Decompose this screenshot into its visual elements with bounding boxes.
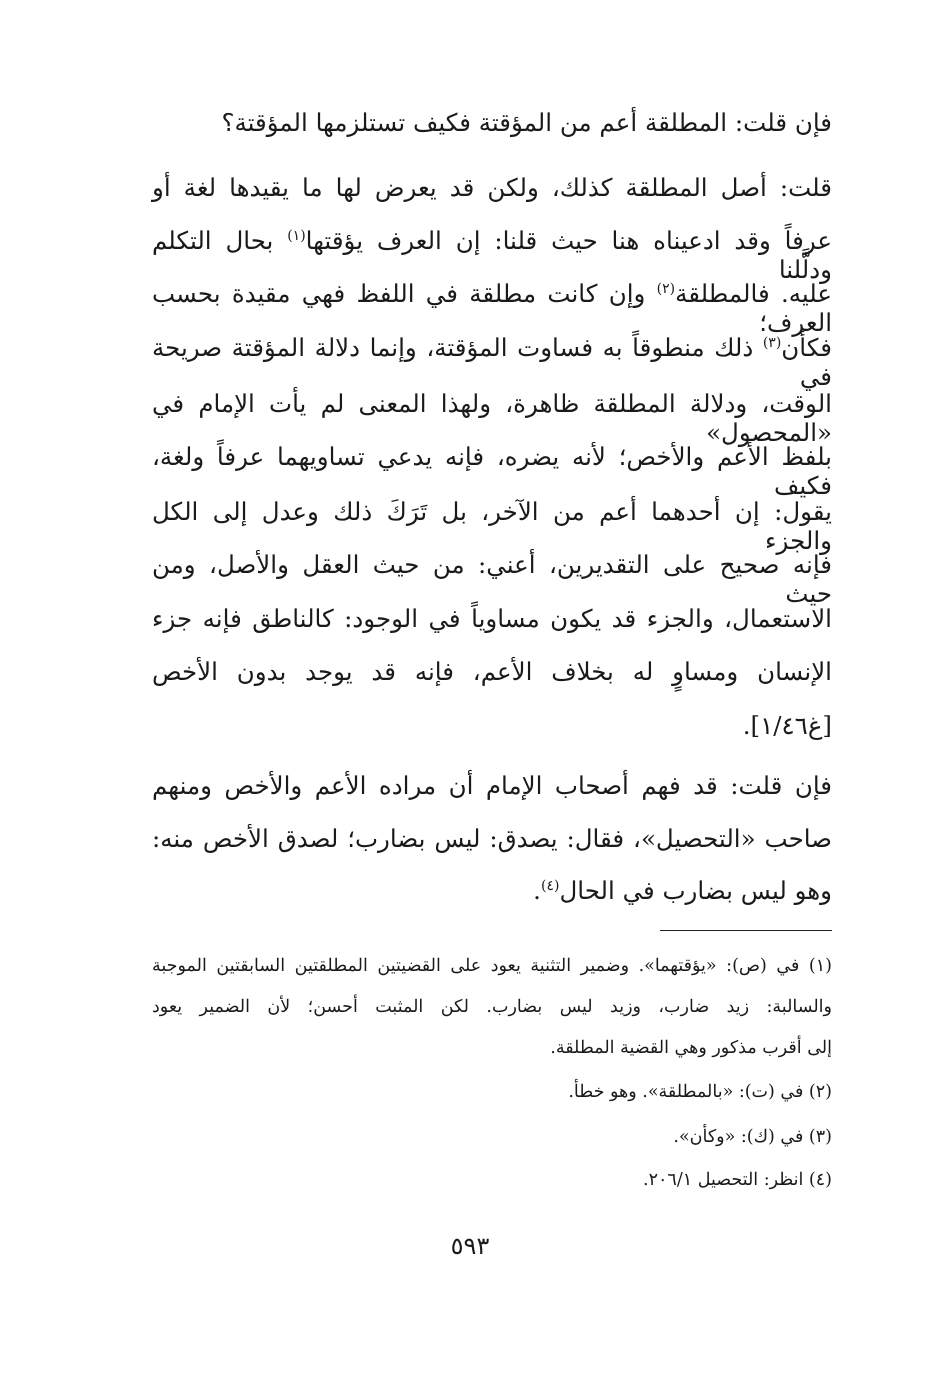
- body-line: صاحب «التحصيل»، فقال: يصدق: ليس بضارب؛ لصدق الأخص منه:: [152, 824, 832, 853]
- footnote-1-line: (١) في (ص): «يؤقتهما». وضمير التثنية يعود على القضيتين المطلقتين السابقتين الموجبة: [152, 956, 832, 976]
- footnote-separator: [660, 930, 832, 931]
- body-text: فكأن: [781, 333, 832, 362]
- body-line: [152, 333, 832, 391]
- footnote-2: (٢) في (ت): «بالمطلقة». وهو خطأ.: [568, 1082, 832, 1102]
- body-text: بحال التكلم ودلَّلنا: [152, 226, 832, 284]
- body-text: عليه. فالمطلقة: [675, 279, 832, 308]
- body-line: فإن قلت: المطلقة أعم من المؤقتة فكيف تستلزمها المؤقتة؟: [221, 108, 832, 137]
- body-line: الاستعمال، والجزء قد يكون مساوياً في الوجود: كالناطق فإنه جزء: [152, 604, 832, 633]
- footnote-1-line: والسالبة: زيد ضارب، وزيد ليس بضارب. لكن المثبت أحسن؛ لأن الضمير يعود: [152, 997, 832, 1017]
- folio-reference: [غ١/٤٦].: [742, 711, 832, 740]
- body-line: بلفظ الأعم والأخص؛ لأنه يضره، فإنه يدعي تساويهما عرفاً ولغة، فكيف: [152, 442, 832, 500]
- body-line: [152, 876, 832, 905]
- body-line: يقول: إن أحدهما أعم من الآخر، بل تَرَكَ ذلك وعدل إلى الكل والجزء: [152, 497, 832, 555]
- footnote-1-line: إلى أقرب مذكور وهي القضية المطلقة.: [550, 1038, 832, 1058]
- page-number: ٥٩٣: [450, 1232, 490, 1260]
- body-line: [152, 226, 832, 284]
- body-text: عرفاً وقد ادعيناه هنا حيث قلنا: إن العرف يؤقتها: [305, 226, 832, 255]
- footnote-ref[interactable]: (١): [287, 227, 306, 244]
- body-line: [152, 279, 832, 337]
- body-text: وإن كانت مطلقة في اللفظ فهي مقيدة بحسب العرف؛: [152, 279, 832, 337]
- body-text: ذلك منطوقاً به فساوت المؤقتة، وإنما دلالة المؤقتة صريحة في: [152, 333, 832, 391]
- body-text: وهو ليس بضارب في الحال: [559, 876, 832, 905]
- footnote-3: (٣) في (ك): «وكأن».: [673, 1127, 832, 1147]
- footnote-ref[interactable]: (٢): [656, 280, 676, 297]
- body-text: .: [533, 876, 541, 905]
- body-line: فإنه صحيح على التقديرين، أعني: من حيث العقل والأصل، ومن حيث: [152, 550, 832, 608]
- footnote-4: (٤) انظر: التحصيل ٢٠٦/١.: [643, 1170, 832, 1190]
- body-line: الوقت، ودلالة المطلقة ظاهرة، ولهذا المعنى لم يأت الإمام في «المحصول»: [152, 389, 832, 447]
- footnote-ref[interactable]: (٣): [762, 334, 782, 351]
- body-line: فإن قلت: قد فهم أصحاب الإمام أن مراده الأعم والأخص ومنهم: [152, 771, 832, 800]
- footnote-ref[interactable]: (٤): [540, 877, 560, 894]
- body-line: الإنسان ومساوٍ له بخلاف الأعم، فإنه قد يوجد بدون الأخص: [152, 657, 832, 686]
- body-line: قلت: أصل المطلقة كذلك، ولكن قد يعرض لها ما يقيدها لغة أو: [152, 173, 832, 202]
